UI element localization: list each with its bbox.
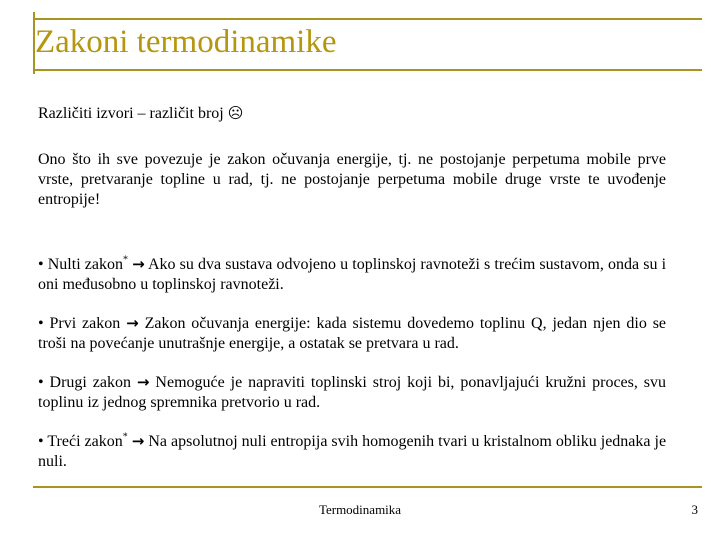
top-rule [33,18,702,20]
bullet: • [38,374,44,391]
law-asterisk: * [122,254,128,266]
bullet: • [38,433,44,450]
intro-text: Različiti izvori – različit broj [38,105,224,122]
law-paragraph-third [38,431,666,472]
title-underline-rule [33,69,702,71]
bullet: • [38,256,44,273]
law-name: Nulti zakon [47,256,123,273]
footer-title: Termodinamika [318,502,402,517]
page-title: Zakoni termodinamike [35,24,337,60]
law-paragraph-first [38,313,666,354]
law-text: Nemoguće je napraviti toplinski stroj koji bi, ponavljajući kružni proces, svu toplinu iz jednog spremnika pretvorio u rad. [38,374,667,411]
law-asterisk: * [122,431,128,443]
overview-paragraph: Ono što ih sve povezuje je zakon očuvanja energije, tj. ne postojanje perpetuma mobile prve vrste, pretvaranje topline u rad, tj. ne postojanje perpetuma mobile druge vrste te uvođenje entropije! [38,151,666,208]
law-name: Treći zakon [47,433,123,450]
right-arrow-icon: → [132,255,145,273]
law-name: Prvi zakon [49,315,121,332]
law-name: Drugi zakon [49,374,131,391]
right-arrow-icon: → [136,373,150,391]
slide-number: 3 [691,502,698,517]
bullet: • [38,315,44,332]
sad-face-icon: ☹ [227,104,244,122]
law-text: Ako su dva sustava odvojeno u toplinskoj ravnoteži s trećim sustavom, onda su i oni međusobno u toplinskoj ravnoteži. [38,256,667,293]
intro-paragraph [38,103,666,124]
law-text: Zakon očuvanja energije: kada sistemu dovedemo toplinu Q, jedan njen dio se troši na povećanje unutrašnje energije, a ostatak se pretvara u rad. [38,315,667,352]
right-arrow-icon: → [126,314,139,332]
law-paragraph-zeroth [38,254,666,295]
slide-body [38,103,666,472]
right-arrow-icon: → [131,432,145,450]
footer-rule [33,486,702,488]
law-paragraph-second [38,372,666,413]
law-text: Na apsolutnoj nuli entropija svih homogenih tvari u kristalnom obliku jednaka je nuli. [38,433,667,470]
